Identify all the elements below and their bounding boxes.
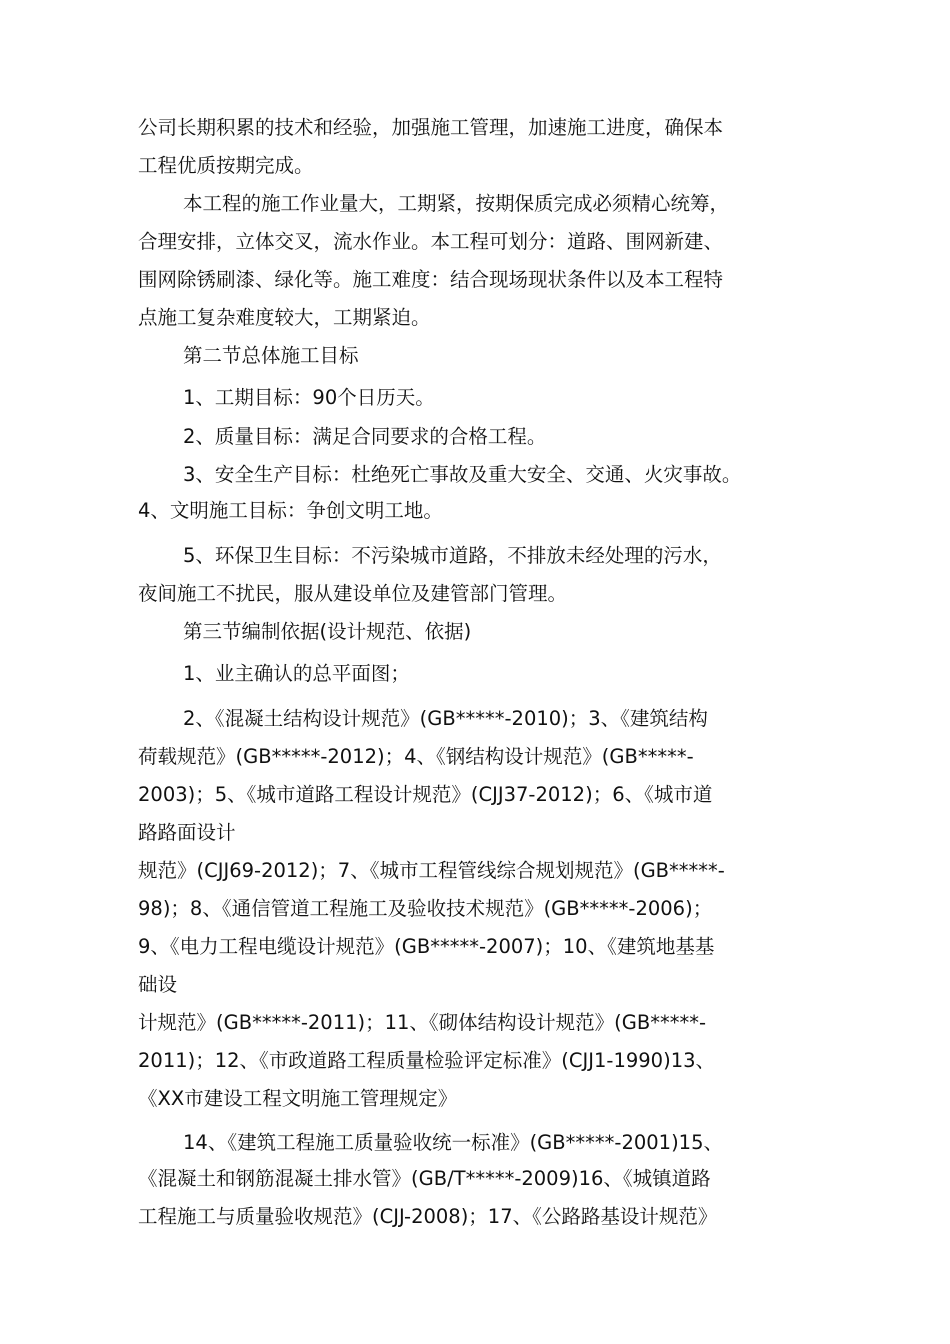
text-line: 围网除锈刷漆、绿化等。施工难度：结合现场现状条件以及本工程特 <box>138 268 724 291</box>
text-line: 2、质量目标：满足合同要求的合格工程。 <box>183 425 547 448</box>
text-line: 98)；8、《通信管道工程施工及验收技术规范》(GB*****-2006)； <box>138 897 713 920</box>
text-line: 工程施工与质量验收规范》(CJJ-2008)；17、《公路路基设计规范》 <box>138 1205 718 1228</box>
text-line: 荷载规范》(GB*****-2012)；4、《钢结构设计规范》(GB*****- <box>138 745 694 768</box>
text-line: 2、《混凝土结构设计规范》(GB*****-2010)；3、《建筑结构 <box>183 707 708 730</box>
text-line: 1、工期目标：90个日历天。 <box>183 386 435 409</box>
text-line: 合理安排，立体交叉，流水作业。本工程可划分：道路、围网新建、 <box>138 230 724 253</box>
text-line: 本工程的施工作业量大，工期紧，按期保质完成必须精心统筹， <box>183 192 730 215</box>
text-line: 《XX市建设工程文明施工管理规定》 <box>138 1087 458 1110</box>
text-line: 路路面设计 <box>138 821 236 844</box>
text-line: 础设 <box>138 973 178 996</box>
text-line: 点施工复杂难度较大，工期紧迫。 <box>138 306 431 329</box>
text-line: 14、《建筑工程施工质量验收统一标准》(GB*****-2001)15、 <box>183 1131 723 1154</box>
text-line: 1、业主确认的总平面图； <box>183 662 410 685</box>
text-line: 3、安全生产目标：杜绝死亡事故及重大安全、交通、火灾事故。 <box>183 463 742 486</box>
text-line: 9、《电力工程电缆设计规范》(GB*****-2007)；10、《建筑地基基 <box>138 935 715 958</box>
text-line: 规范》(CJJ69-2012)；7、《城市工程管线综合规划规范》(GB*****- <box>138 859 725 882</box>
text-line: 4、文明施工目标：争创文明工地。 <box>138 499 443 522</box>
text-line: 2011)；12、《市政道路工程质量检验评定标准》(CJJ1-1990)13、 <box>138 1049 716 1072</box>
section-heading: 第二节总体施工目标 <box>183 344 359 367</box>
text-line: 夜间施工不扰民，服从建设单位及建管部门管理。 <box>138 582 568 605</box>
section-heading: 第三节编制依据(设计规范、依据) <box>183 620 472 643</box>
text-line: 公司长期积累的技术和经验，加强施工管理，加速施工进度，确保本 <box>138 116 724 139</box>
text-line: 《混凝土和钢筋混凝土排水管》(GB/T*****-2009)16、《城镇道路 <box>138 1167 711 1190</box>
text-line: 2003)；5、《城市道路工程设计规范》(CJJ37-2012)；6、《城市道 <box>138 783 713 806</box>
text-line: 5、环保卫生目标：不污染城市道路，不排放未经处理的污水， <box>183 544 722 567</box>
text-line: 工程优质按期完成。 <box>138 154 314 177</box>
text-line: 计规范》(GB*****-2011)；11、《砌体结构设计规范》(GB*****- <box>138 1011 707 1034</box>
